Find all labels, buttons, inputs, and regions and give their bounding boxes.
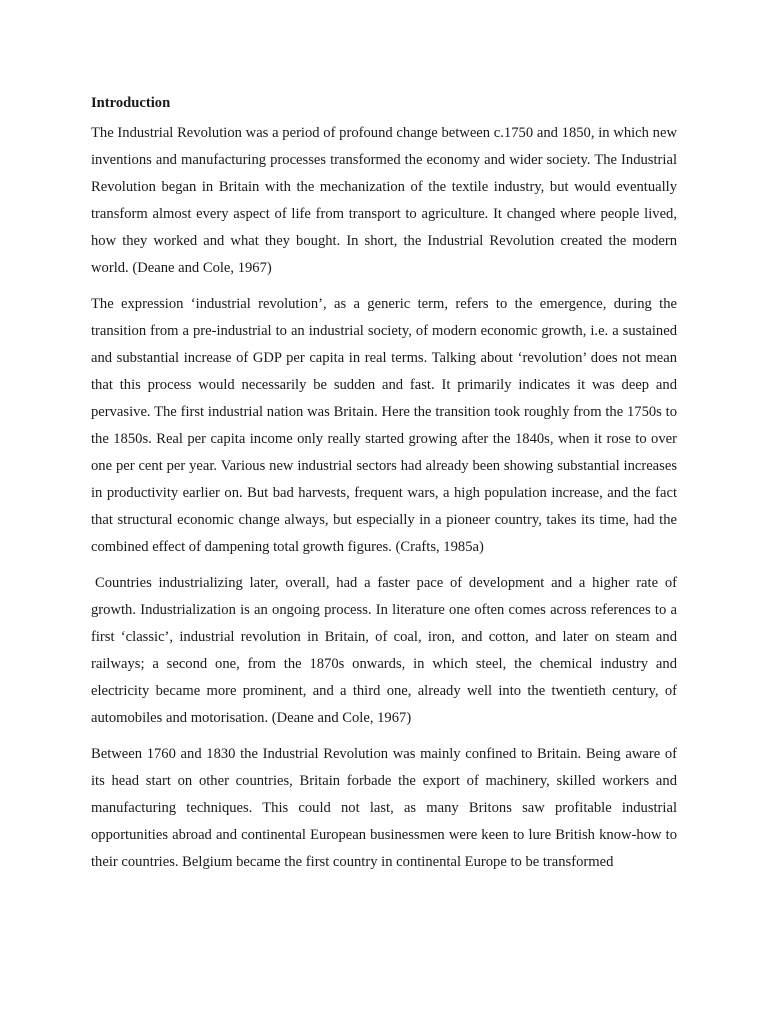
paragraph-4: Between 1760 and 1830 the Industrial Revolution was mainly confined to Britain. Being aware of its head start on other countries, Britain forbade the export of machinery, skilled workers and manufacturing techniques. This could not last, as many Britons saw profitable industrial opportunities abroad and continental European businessmen were keen to lure British know-how to their countries. Belgium became the first country in continental Europe to be transformed [91,746,677,870]
paragraph-1: The Industrial Revolution was a period of profound change between c.1750 and 1850, in which new inventions and manufacturing processes transformed the economy and wider society. The Industrial Revolution began in Britain with the mechanization of the textile industry, but would eventually transform almost every aspect of life from transport to agriculture. It changed where people lived, how they worked and what they bought. In short, the Industrial Revolution created the modern world. (Deane and Cole, 1967) [91,125,677,276]
paragraph-2: The expression ‘industrial revolution’, as a generic term, refers to the emergence, during the transition from a pre-industrial to an industrial society, of modern economic growth, i.e. a sustained and substantial increase of GDP per capita in real terms. Talking about ‘revolution’ does not mean that this process would necessarily be sudden and fast. It primarily indicates it was deep and pervasive. The first industrial nation was Britain. Here the transition took roughly from the 1750s to the 1850s. Real per capita income only really started growing after the 1840s, when it rose to over one per cent per year. Various new industrial sectors had already been showing substantial increases in productivity earlier on. But bad harvests, frequent wars, a high population increase, and the fact that structural economic change always, but especially in a pioneer country, takes its time, had the combined effect of dampening total growth figures. (Crafts, 1985a) [91,296,677,555]
section-heading: Introduction [91,95,171,111]
document-body [91,92,677,876]
paragraph-3: Countries industrializing later, overall, had a faster pace of development and a higher rate of growth. Industrialization is an ongoing process. In literature one often comes across references to a first ‘classic’, industrial revolution in Britain, of coal, iron, and cotton, and later on steam and railways; a second one, from the 1870s onwards, in which steel, the chemical industry and electricity became more prominent, and a third one, already well into the twentieth century, of automobiles and motorisation. (Deane and Cole, 1967) [91,575,677,726]
